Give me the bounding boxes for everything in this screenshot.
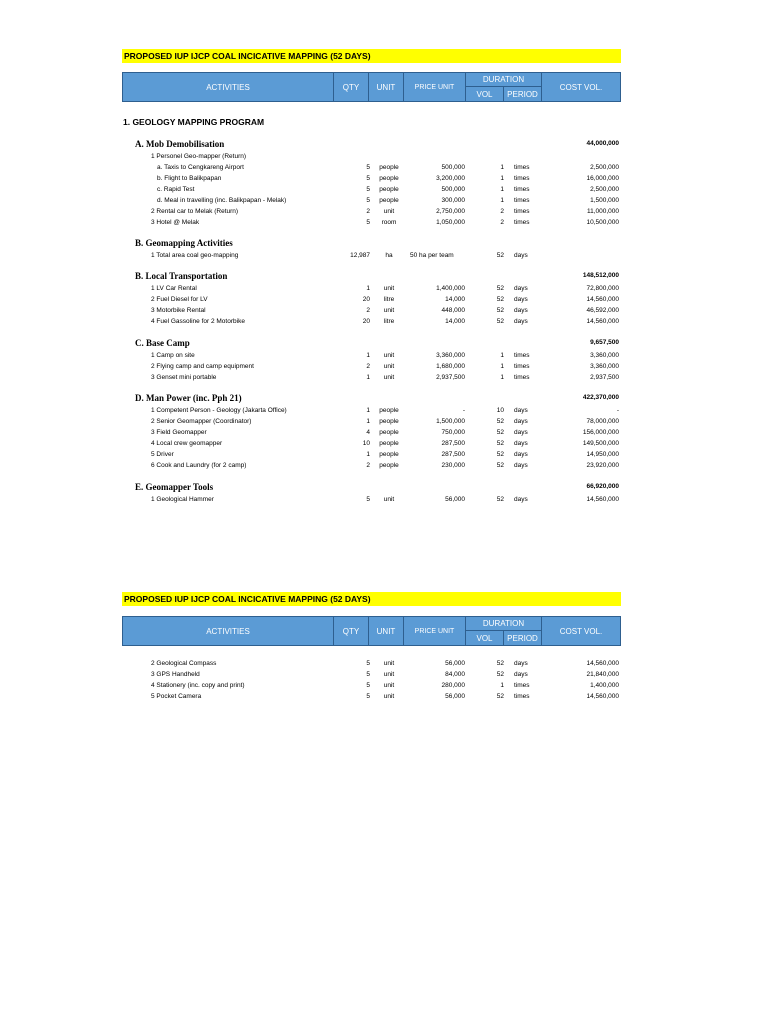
activity-cell: 1 Competent Person - Geology (Jakarta Office)	[151, 407, 287, 414]
unit-cell: ha	[385, 252, 393, 259]
price-cell: 2,750,000	[436, 208, 465, 215]
table-row	[0, 250, 768, 261]
document-title-page-2: PROPOSED IUP IJCP COAL INCICATIVE MAPPING (52 DAYS)	[122, 592, 621, 606]
qty-cell: 5	[366, 186, 370, 193]
activity-cell: 3 Motorbike Rental	[151, 307, 206, 314]
period-cell: times	[514, 197, 530, 204]
qty-cell: 5	[366, 682, 370, 689]
activity-cell: 3 Genset mini portable	[151, 374, 217, 381]
table-row	[0, 294, 768, 305]
cost-cell: 14,560,000	[586, 318, 619, 325]
cost-cell: 14,560,000	[586, 496, 619, 503]
vol-cell: 52	[496, 429, 504, 436]
qty-cell: 10	[362, 440, 370, 447]
period-cell: times	[514, 374, 530, 381]
period-cell: times	[514, 186, 530, 193]
qty-cell: 1	[366, 418, 370, 425]
header-period: PERIOD	[504, 87, 542, 102]
activity-cell: 5 Driver	[151, 451, 174, 458]
table-row	[0, 173, 768, 184]
table-row	[0, 305, 768, 316]
header-activities: ACTIVITIES	[123, 617, 334, 645]
period-cell: times	[514, 363, 530, 370]
period-cell: days	[514, 660, 528, 667]
cost-cell: 14,560,000	[586, 296, 619, 303]
table-row	[0, 405, 768, 416]
cost-cell: 3,360,000	[590, 363, 619, 370]
vol-cell: 52	[496, 462, 504, 469]
header-price-unit: PRICE UNIT	[404, 73, 466, 101]
vol-cell: 52	[496, 307, 504, 314]
unit-cell: people	[379, 407, 399, 414]
qty-cell: 1	[366, 451, 370, 458]
vol-cell: 1	[500, 682, 504, 689]
document-title: PROPOSED IUP IJCP COAL INCICATIVE MAPPING (52 DAYS)	[122, 49, 621, 63]
period-cell: days	[514, 462, 528, 469]
period-cell: days	[514, 496, 528, 503]
price-cell: 50 ha per team	[410, 252, 454, 259]
cost-cell: 72,800,000	[586, 285, 619, 292]
unit-cell: people	[379, 164, 399, 171]
table-row	[0, 460, 768, 471]
period-cell: days	[514, 440, 528, 447]
table-row	[0, 217, 768, 228]
cost-cell: 10,500,000	[586, 219, 619, 226]
vol-cell: 52	[496, 252, 504, 259]
unit-cell: people	[379, 186, 399, 193]
table-header	[122, 72, 621, 102]
activity-cell: 2 Geological Compass	[151, 660, 217, 667]
vol-cell: 52	[496, 496, 504, 503]
unit-cell: unit	[383, 363, 395, 370]
group-total: 66,920,000	[586, 483, 619, 490]
unit-cell: people	[379, 197, 399, 204]
price-cell: 14,000	[445, 296, 465, 303]
header-unit: UNIT	[369, 617, 404, 645]
activity-cell: 5 Pocket Camera	[151, 693, 202, 700]
activity-cell: 2 Senior Geomapper (Coordinator)	[151, 418, 252, 425]
group-title: A. Mob Demobilisation	[135, 139, 225, 149]
unit-cell: litre	[383, 318, 395, 325]
activity-cell: 4 Local crew geomapper	[151, 440, 223, 447]
vol-cell: 2	[500, 208, 504, 215]
table-row	[0, 151, 768, 162]
activity-cell: 2 Flying camp and camp equipment	[151, 363, 254, 370]
header-vol: VOL	[466, 631, 504, 646]
period-cell: days	[514, 252, 528, 259]
price-cell: 3,200,000	[436, 175, 465, 182]
qty-cell: 12,987	[350, 252, 370, 259]
unit-cell: unit	[383, 307, 395, 314]
header-cost-vol: COST VOL.	[559, 82, 603, 92]
header-activities: ACTIVITIES	[123, 73, 334, 101]
qty-cell: 5	[366, 219, 370, 226]
qty-cell: 20	[362, 296, 370, 303]
activity-cell: 1 Personel Geo-mapper (Return)	[151, 153, 247, 160]
period-cell: times	[514, 693, 530, 700]
activity-cell: d. Meal in travelling (inc. Balikpapan - Melak)	[157, 197, 287, 204]
header-qty: QTY	[334, 73, 369, 101]
table-row	[0, 680, 768, 691]
activity-cell: 4 Stationery (inc. copy and print)	[151, 682, 245, 689]
qty-cell: 1	[366, 352, 370, 359]
table-row	[0, 162, 768, 173]
vol-cell: 52	[496, 660, 504, 667]
table-row	[0, 316, 768, 327]
table-row	[0, 283, 768, 294]
vol-cell: 1	[500, 186, 504, 193]
qty-cell: 20	[362, 318, 370, 325]
cost-cell: 11,000,000	[586, 208, 619, 215]
price-cell: 1,680,000	[436, 363, 465, 370]
price-cell: 500,000	[441, 164, 465, 171]
qty-cell: 2	[366, 462, 370, 469]
header-cost-vol: COST VOL.	[559, 626, 603, 636]
period-cell: days	[514, 285, 528, 292]
table-header-page-2	[122, 616, 621, 646]
qty-cell: 5	[366, 496, 370, 503]
table-row	[0, 691, 768, 702]
vol-cell: 2	[500, 219, 504, 226]
cost-cell: 3,360,000	[590, 352, 619, 359]
header-duration: DURATION	[466, 73, 542, 87]
unit-cell: room	[381, 219, 397, 226]
price-cell: 280,000	[441, 682, 465, 689]
group-title: D. Man Power (inc. Pph 21)	[135, 393, 242, 403]
period-cell: times	[514, 682, 530, 689]
period-cell: days	[514, 671, 528, 678]
unit-cell: unit	[383, 285, 395, 292]
price-cell: 84,000	[445, 671, 465, 678]
cost-cell: 1,500,000	[590, 197, 619, 204]
period-cell: days	[514, 307, 528, 314]
header-price-unit: PRICE UNIT	[404, 617, 466, 645]
unit-cell: unit	[383, 682, 395, 689]
unit-cell: people	[379, 440, 399, 447]
table-row	[0, 372, 768, 383]
cost-cell: 23,920,000	[586, 462, 619, 469]
price-cell: 1,050,000	[436, 219, 465, 226]
vol-cell: 10	[496, 407, 504, 414]
vol-cell: 1	[500, 352, 504, 359]
activity-cell: 3 Field Geomapper	[151, 429, 207, 436]
qty-cell: 5	[366, 671, 370, 678]
price-cell: 1,400,000	[436, 285, 465, 292]
period-cell: times	[514, 175, 530, 182]
unit-cell: people	[379, 418, 399, 425]
qty-cell: 5	[366, 693, 370, 700]
cost-cell: 14,560,000	[586, 693, 619, 700]
cost-cell: 2,500,000	[590, 186, 619, 193]
price-cell: 14,000	[445, 318, 465, 325]
period-cell: times	[514, 352, 530, 359]
group-total: 422,370,000	[582, 394, 619, 401]
qty-cell: 5	[366, 175, 370, 182]
qty-cell: 4	[366, 429, 370, 436]
price-cell: 1,500,000	[436, 418, 465, 425]
table-row	[0, 184, 768, 195]
period-cell: days	[514, 451, 528, 458]
price-cell: 300,000	[441, 197, 465, 204]
cost-cell: 16,000,000	[586, 175, 619, 182]
group-total: 9,657,500	[590, 339, 619, 346]
unit-cell: unit	[383, 374, 395, 381]
section-title: 1. GEOLOGY MAPPING PROGRAM	[123, 117, 265, 127]
table-row	[0, 350, 768, 361]
table-row	[0, 361, 768, 372]
price-cell: 56,000	[445, 693, 465, 700]
cost-cell: 14,950,000	[586, 451, 619, 458]
cost-cell: 21,840,000	[586, 671, 619, 678]
unit-cell: unit	[383, 660, 395, 667]
activity-cell: 4 Fuel Gassoline for 2 Motorbike	[151, 318, 245, 325]
group-title: E. Geomapper Tools	[135, 482, 214, 492]
cost-cell: -	[616, 407, 619, 414]
price-cell: 287,500	[441, 451, 465, 458]
activity-cell: 1 LV Car Rental	[151, 285, 197, 292]
qty-cell: 5	[366, 660, 370, 667]
table-row	[0, 669, 768, 680]
table-row	[0, 438, 768, 449]
unit-cell: unit	[383, 671, 395, 678]
qty-cell: 2	[366, 363, 370, 370]
price-cell: 56,000	[445, 496, 465, 503]
table-row	[0, 449, 768, 460]
vol-cell: 1	[500, 164, 504, 171]
price-cell: 500,000	[441, 186, 465, 193]
period-cell: times	[514, 208, 530, 215]
header-period: PERIOD	[504, 631, 542, 646]
period-cell: times	[514, 164, 530, 171]
price-cell: 56,000	[445, 660, 465, 667]
cost-cell: 14,560,000	[586, 660, 619, 667]
cost-cell: 149,500,000	[582, 440, 619, 447]
period-cell: days	[514, 429, 528, 436]
cost-cell: 2,500,000	[590, 164, 619, 171]
period-cell: days	[514, 418, 528, 425]
group-title: C. Base Camp	[135, 338, 190, 348]
vol-cell: 52	[496, 671, 504, 678]
cost-cell: 2,937,500	[590, 374, 619, 381]
price-cell: 230,000	[441, 462, 465, 469]
vol-cell: 1	[500, 197, 504, 204]
vol-cell: 52	[496, 418, 504, 425]
cost-cell: 1,400,000	[590, 682, 619, 689]
unit-cell: unit	[383, 693, 395, 700]
activity-cell: 2 Rental car to Melak (Return)	[151, 208, 239, 215]
qty-cell: 5	[366, 197, 370, 204]
period-cell: days	[514, 407, 528, 414]
cost-cell: 156,000,000	[582, 429, 619, 436]
table-row	[0, 494, 768, 505]
qty-cell: 1	[366, 407, 370, 414]
header-qty: QTY	[334, 617, 369, 645]
unit-cell: people	[379, 175, 399, 182]
period-cell: times	[514, 219, 530, 226]
cost-cell: 46,592,000	[586, 307, 619, 314]
price-cell: 3,360,000	[436, 352, 465, 359]
price-cell: 448,000	[441, 307, 465, 314]
price-cell: 750,000	[441, 429, 465, 436]
table-row	[0, 427, 768, 438]
unit-cell: litre	[383, 296, 395, 303]
activity-cell: 3 Hotel @ Melak	[151, 219, 200, 226]
activity-cell: a. Taxis to Cengkareng Airport	[157, 164, 244, 171]
vol-cell: 52	[496, 296, 504, 303]
cost-cell: 78,000,000	[586, 418, 619, 425]
unit-cell: people	[379, 451, 399, 458]
unit-cell: people	[379, 462, 399, 469]
vol-cell: 1	[500, 363, 504, 370]
header-duration: DURATION	[466, 617, 542, 631]
table-row	[0, 195, 768, 206]
vol-cell: 52	[496, 693, 504, 700]
table-row	[0, 658, 768, 669]
price-cell: 2,937,500	[436, 374, 465, 381]
period-cell: days	[514, 318, 528, 325]
table-row	[0, 416, 768, 427]
activity-cell: 6 Cook and Laundry (for 2 camp)	[151, 462, 247, 469]
qty-cell: 1	[366, 285, 370, 292]
vol-cell: 1	[500, 374, 504, 381]
group-title: B. Geomapping Activities	[135, 238, 233, 248]
header-vol: VOL	[466, 87, 504, 102]
activity-cell: 3 GPS Handheld	[151, 671, 200, 678]
activity-cell: 1 Total area coal geo-mapping	[151, 252, 239, 259]
group-total: 44,000,000	[586, 140, 619, 147]
activity-cell: 1 Camp on site	[151, 352, 195, 359]
qty-cell: 1	[366, 374, 370, 381]
period-cell: days	[514, 296, 528, 303]
vol-cell: 52	[496, 318, 504, 325]
vol-cell: 52	[496, 451, 504, 458]
group-total: 148,512,000	[582, 272, 619, 279]
qty-cell: 5	[366, 164, 370, 171]
header-unit: UNIT	[369, 73, 404, 101]
unit-cell: unit	[383, 496, 395, 503]
activity-cell: b. Flight to Balikpapan	[157, 175, 222, 182]
price-cell: 287,500	[441, 440, 465, 447]
activity-cell: 2 Fuel Diesel for LV	[151, 296, 208, 303]
unit-cell: people	[379, 429, 399, 436]
unit-cell: unit	[383, 208, 395, 215]
table-row	[0, 206, 768, 217]
vol-cell: 52	[496, 285, 504, 292]
qty-cell: 2	[366, 307, 370, 314]
activity-cell: 1 Geological Hammer	[151, 496, 214, 503]
qty-cell: 2	[366, 208, 370, 215]
vol-cell: 52	[496, 440, 504, 447]
unit-cell: unit	[383, 352, 395, 359]
vol-cell: 1	[500, 175, 504, 182]
price-cell: -	[462, 407, 465, 414]
group-title: B. Local Transportation	[135, 271, 228, 281]
activity-cell: c. Rapid Test	[157, 186, 195, 193]
